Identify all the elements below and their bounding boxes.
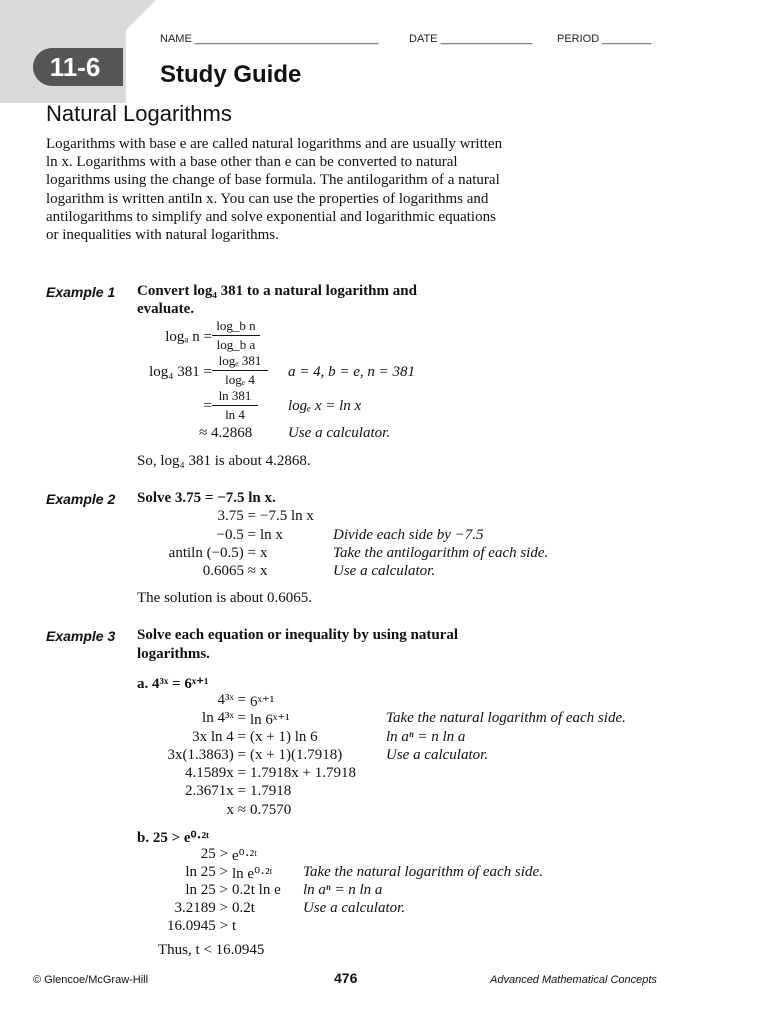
part-b-step-lhs: ln 25 > [185,864,228,880]
part-a-step-rhs: 0.7570 [250,802,292,818]
part-b-step-rhs: t [232,918,237,934]
part-a-step-lhs: 4.1589x = [185,765,246,781]
example-1-label: Example 1 [46,284,116,300]
period-field: PERIOD ________ [557,33,652,45]
part-b-step-rhs: 0.2t [232,900,255,916]
ex1-step2-fraction [212,388,258,423]
part-a-step-lhs: 3x ln 4 = [192,729,246,745]
ex2-step-lhs: −0.5 = [216,527,256,543]
lesson-number: 11-6 [49,52,101,82]
intro-paragraph: Logarithms with base e are called natural logarithms and are usually written ln x. Logarithms with a base other than e can be converted to natural logarithms using the change of base formula. The antilogarithm of a natural logarithm is written antiln x. You can use the properties of logarithms and antilogarithms to simplify and solve exponential and logarithmic equations or inequalities with natural logarithms. [46,136,503,244]
ex2-step-note: Take the antilogarithm of each side. [333,545,549,561]
ex2-step-rhs: ln x [260,527,283,543]
fraction-denominator: logₑ 4 [225,372,255,387]
ex2-step-rhs: −7.5 ln x [260,508,314,524]
ex1-step2-lhs: = [203,398,212,414]
ex2-step-lhs: 0.6065 ≈ [202,563,256,579]
part-a-step-lhs: x ≈ [226,802,246,818]
ex2-step-note: Divide each side by −7.5 [333,527,484,543]
ex1-conclusion: So, log₄ 381 is about 4.2868. [137,453,311,469]
part-b-step-note: Take the natural logarithm of each side. [303,864,543,880]
ex2-step-note: Use a calculator. [333,563,436,579]
part-b-step-lhs: ln 25 > [185,882,228,898]
part-b-step-rhs: e⁰·²ᵗ [232,848,258,864]
ex2-step-lhs: 3.75 = [217,508,256,524]
date-field: DATE _______________ [409,33,533,45]
part-a-step-rhs: (x + 1) ln 6 [250,729,318,745]
ex2-conclusion: The solution is about 0.6065. [137,590,312,606]
page-title: Study Guide [160,61,302,88]
part-a-step-rhs: 6ˣ⁺¹ [250,694,275,710]
part-b-step-rhs: 0.2t ln e [232,882,281,898]
fraction-numerator: ln 381 [212,388,258,406]
ex2-step-rhs: x [260,563,268,579]
part-a-step-lhs: 3x(1.3863) = [167,747,246,763]
example-2-prompt: Solve 3.75 = −7.5 ln x. [137,490,276,506]
fraction-denominator: log_b a [216,337,256,352]
part-b-step-note: ln aⁿ = n ln a [303,882,383,898]
ex1-step1-lhs: log₄ 381 = [149,364,212,380]
part-b-step-note: Use a calculator. [303,900,406,916]
ex1-step3: ≈ 4.2868 [199,425,253,441]
part-b-conclusion: Thus, t < 16.0945 [158,942,265,958]
ex1-step1-note: a = 4, b = e, n = 381 [288,364,416,380]
part-b-step-lhs: 3.2189 > [174,900,228,916]
ex1-step2-note: logₑ x = ln x [288,398,362,414]
part-a-step-lhs: 4³ˣ = [217,692,246,708]
change-of-base-fraction [212,318,260,353]
lesson-subtitle: Natural Logarithms [46,101,232,126]
lesson-tab-corner [126,0,156,30]
part-a-label: a. 4³ˣ = 6ˣ⁺¹ [137,676,209,692]
part-b-step-lhs: 16.0945 > [167,918,228,934]
part-b-step-rhs: ln e⁰·²ᵗ [232,866,273,882]
part-a-step-note: Use a calculator. [386,747,489,763]
copyright-notice: © Glencoe/McGraw-Hill [33,974,149,986]
book-title: Advanced Mathematical Concepts [490,974,657,986]
fraction-denominator: ln 4 [225,407,245,422]
fraction-numerator: log_b n [212,318,260,336]
example-3-label: Example 3 [46,628,116,644]
part-a-step-rhs: 1.7918x + 1.7918 [250,765,356,781]
change-of-base-lhs: logₐ n = [165,329,212,345]
part-a-step-note: ln aⁿ = n ln a [386,729,466,745]
example-1-prompt-cont: evaluate. [137,301,195,317]
ex1-step1-fraction [212,353,268,388]
part-a-step-note: Take the natural logarithm of each side. [386,710,626,726]
ex1-step3-note: Use a calculator. [288,425,391,441]
part-b-label: b. 25 > e⁰·²ᵗ [137,830,210,846]
lesson-badge [33,48,123,86]
fraction-numerator: logₑ 381 [212,353,268,371]
example-3-prompt-cont: logarithms. [137,646,210,662]
part-a-step-rhs: 1.7918 [250,783,292,799]
page-number: 476 [334,970,358,986]
part-a-step-rhs: ln 6ˣ⁺¹ [250,712,290,728]
part-a-step-rhs: (x + 1)(1.7918) [250,747,343,763]
example-3-prompt: Solve each equation or inequality by using natural [137,627,459,643]
ex2-step-rhs: x [260,545,268,561]
example-1-prompt: Convert log₄ 381 to a natural logarithm and [137,283,417,299]
part-a-step-lhs: 2.3671x = [185,783,246,799]
part-b-step-lhs: 25 > [200,846,228,862]
ex2-step-lhs: antiln (−0.5) = [168,545,256,561]
name-field: NAME ______________________________ [160,33,379,45]
part-a-step-lhs: ln 4³ˣ = [202,710,246,726]
example-2-label: Example 2 [46,491,116,507]
